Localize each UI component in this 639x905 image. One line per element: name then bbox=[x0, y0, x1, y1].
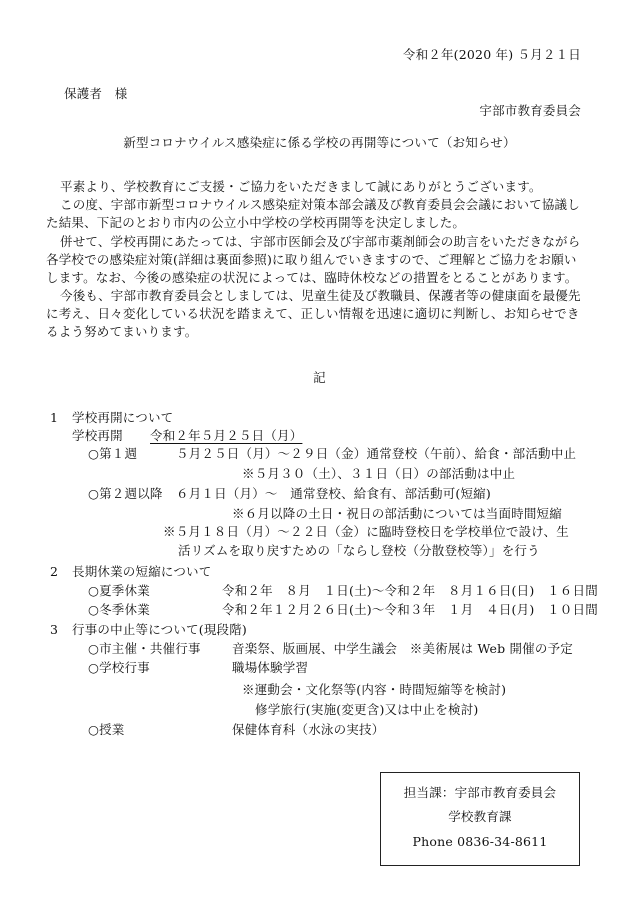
section1-date: 令和２年５月２５日（月） bbox=[150, 428, 303, 443]
body-line: 今後も、宇部市教育委員会としましては、児童生徒及び教職員、保護者等の健康面を最優先 bbox=[60, 288, 581, 303]
summer-break-label: ○夏季休業 bbox=[88, 583, 150, 598]
section1-note-line2: 活リズムを取り戻すための「ならし登校（分散登校等）」を行う bbox=[178, 543, 540, 558]
week1-note: ※５月３０（土）、３１日（日）の部活動は中止 bbox=[242, 466, 516, 481]
contact-department: 担当課：宇部市教育委員会 bbox=[403, 785, 557, 800]
winter-break-label: ○冬季休業 bbox=[88, 602, 150, 617]
school-events-label: ○学校行事 bbox=[88, 660, 150, 675]
section2-heading: 長期休業の短縮について bbox=[72, 564, 212, 579]
sender: 宇部市教育委員会 bbox=[479, 103, 581, 118]
classes-label: ○授業 bbox=[88, 722, 125, 737]
body-line: 併せて、学校再開にあたっては、宇部市医師会及び宇部市薬剤師会の助言をいただきながら bbox=[60, 234, 581, 249]
section1-label: 学校再開 bbox=[72, 428, 123, 443]
city-events-text: 音楽祭、版画展、中学生議会 ※美術展は Web 開催の予定 bbox=[232, 641, 573, 656]
school-events-note2: 修学旅行(実施(変更含)又は中止を検討) bbox=[255, 702, 479, 717]
contact-section: 学校教育課 bbox=[448, 809, 512, 824]
section2-number: 2 bbox=[50, 564, 59, 579]
section1-heading: 学校再開について bbox=[72, 410, 174, 425]
section3-heading: 行事の中止等について(現段階) bbox=[72, 622, 248, 637]
recipient: 保護者 様 bbox=[64, 86, 128, 101]
ki-heading: 記 bbox=[313, 370, 326, 385]
body-line: 各学校での感染症対策(詳細は裏面参照)に取り組んでいきますので、ご理解とご協力をお願い bbox=[46, 252, 577, 267]
body-line: に考え、日々変化している状況を踏まえて、正しい情報を迅速に適切に判断し、お知らせでき bbox=[46, 306, 580, 321]
city-events-label: ○市主催・共催行事 bbox=[88, 641, 201, 656]
classes-text: 保健体育科（水泳の実技） bbox=[232, 722, 385, 737]
section1-note-line1: ※５月１８日（月）～２２日（金）に臨時登校日を学校単位で設け、生 bbox=[163, 524, 569, 539]
body-line: この度、宇部市新型コロナウイルス感染症対策本部会議及び教育委員会会議において協議し bbox=[60, 197, 580, 212]
document-date: 令和２年(2020 年) ５月２１日 bbox=[402, 47, 581, 62]
body-line: します。なお、今後の感染症の状況によっては、臨時休校などの措置をとることがあります。 bbox=[46, 270, 578, 285]
week2-text: ６月１日（月）～ 通常登校、給食有、部活動可(短縮) bbox=[176, 486, 491, 501]
school-events-text: 職場体験学習 bbox=[232, 660, 309, 675]
section3-number: 3 bbox=[50, 622, 59, 637]
week1-label: ○第１週 bbox=[88, 446, 138, 461]
body-line: 平素より、学校教育にご支援・ご協力をいただきまして誠にありがとうございます。 bbox=[60, 179, 542, 194]
week2-label: ○第２週以降 bbox=[88, 486, 163, 501]
week1-text: ５月２５日（月）～２９日（金）通常登校（午前）、給食・部活動中止 bbox=[176, 446, 577, 461]
section1-number: 1 bbox=[50, 410, 59, 425]
contact-phone: Phone 0836-34-8611 bbox=[412, 834, 548, 849]
document-title: 新型コロナウイルス感染症に係る学校の再開等について（お知らせ） bbox=[123, 135, 516, 150]
winter-break-text: 令和２年１２月２６日(土)～令和３年 １月 ４日(月) １０日間 bbox=[222, 602, 598, 617]
body-line: るよう努めてまいります。 bbox=[46, 324, 198, 339]
summer-break-text: 令和２年 ８月 １日(土)～令和２年 ８月１６日(日) １６日間 bbox=[222, 583, 598, 598]
school-events-note1: ※運動会・文化祭等(内容・時間短縮等を検討) bbox=[242, 682, 507, 697]
contact-box bbox=[380, 772, 580, 866]
body-line: た結果、下記のとおり市内の公立小中学校の学校再開等を決定しました。 bbox=[46, 215, 466, 230]
week2-note: ※６月以降の土日・祝日の部活動については当面時間短縮 bbox=[232, 506, 562, 521]
